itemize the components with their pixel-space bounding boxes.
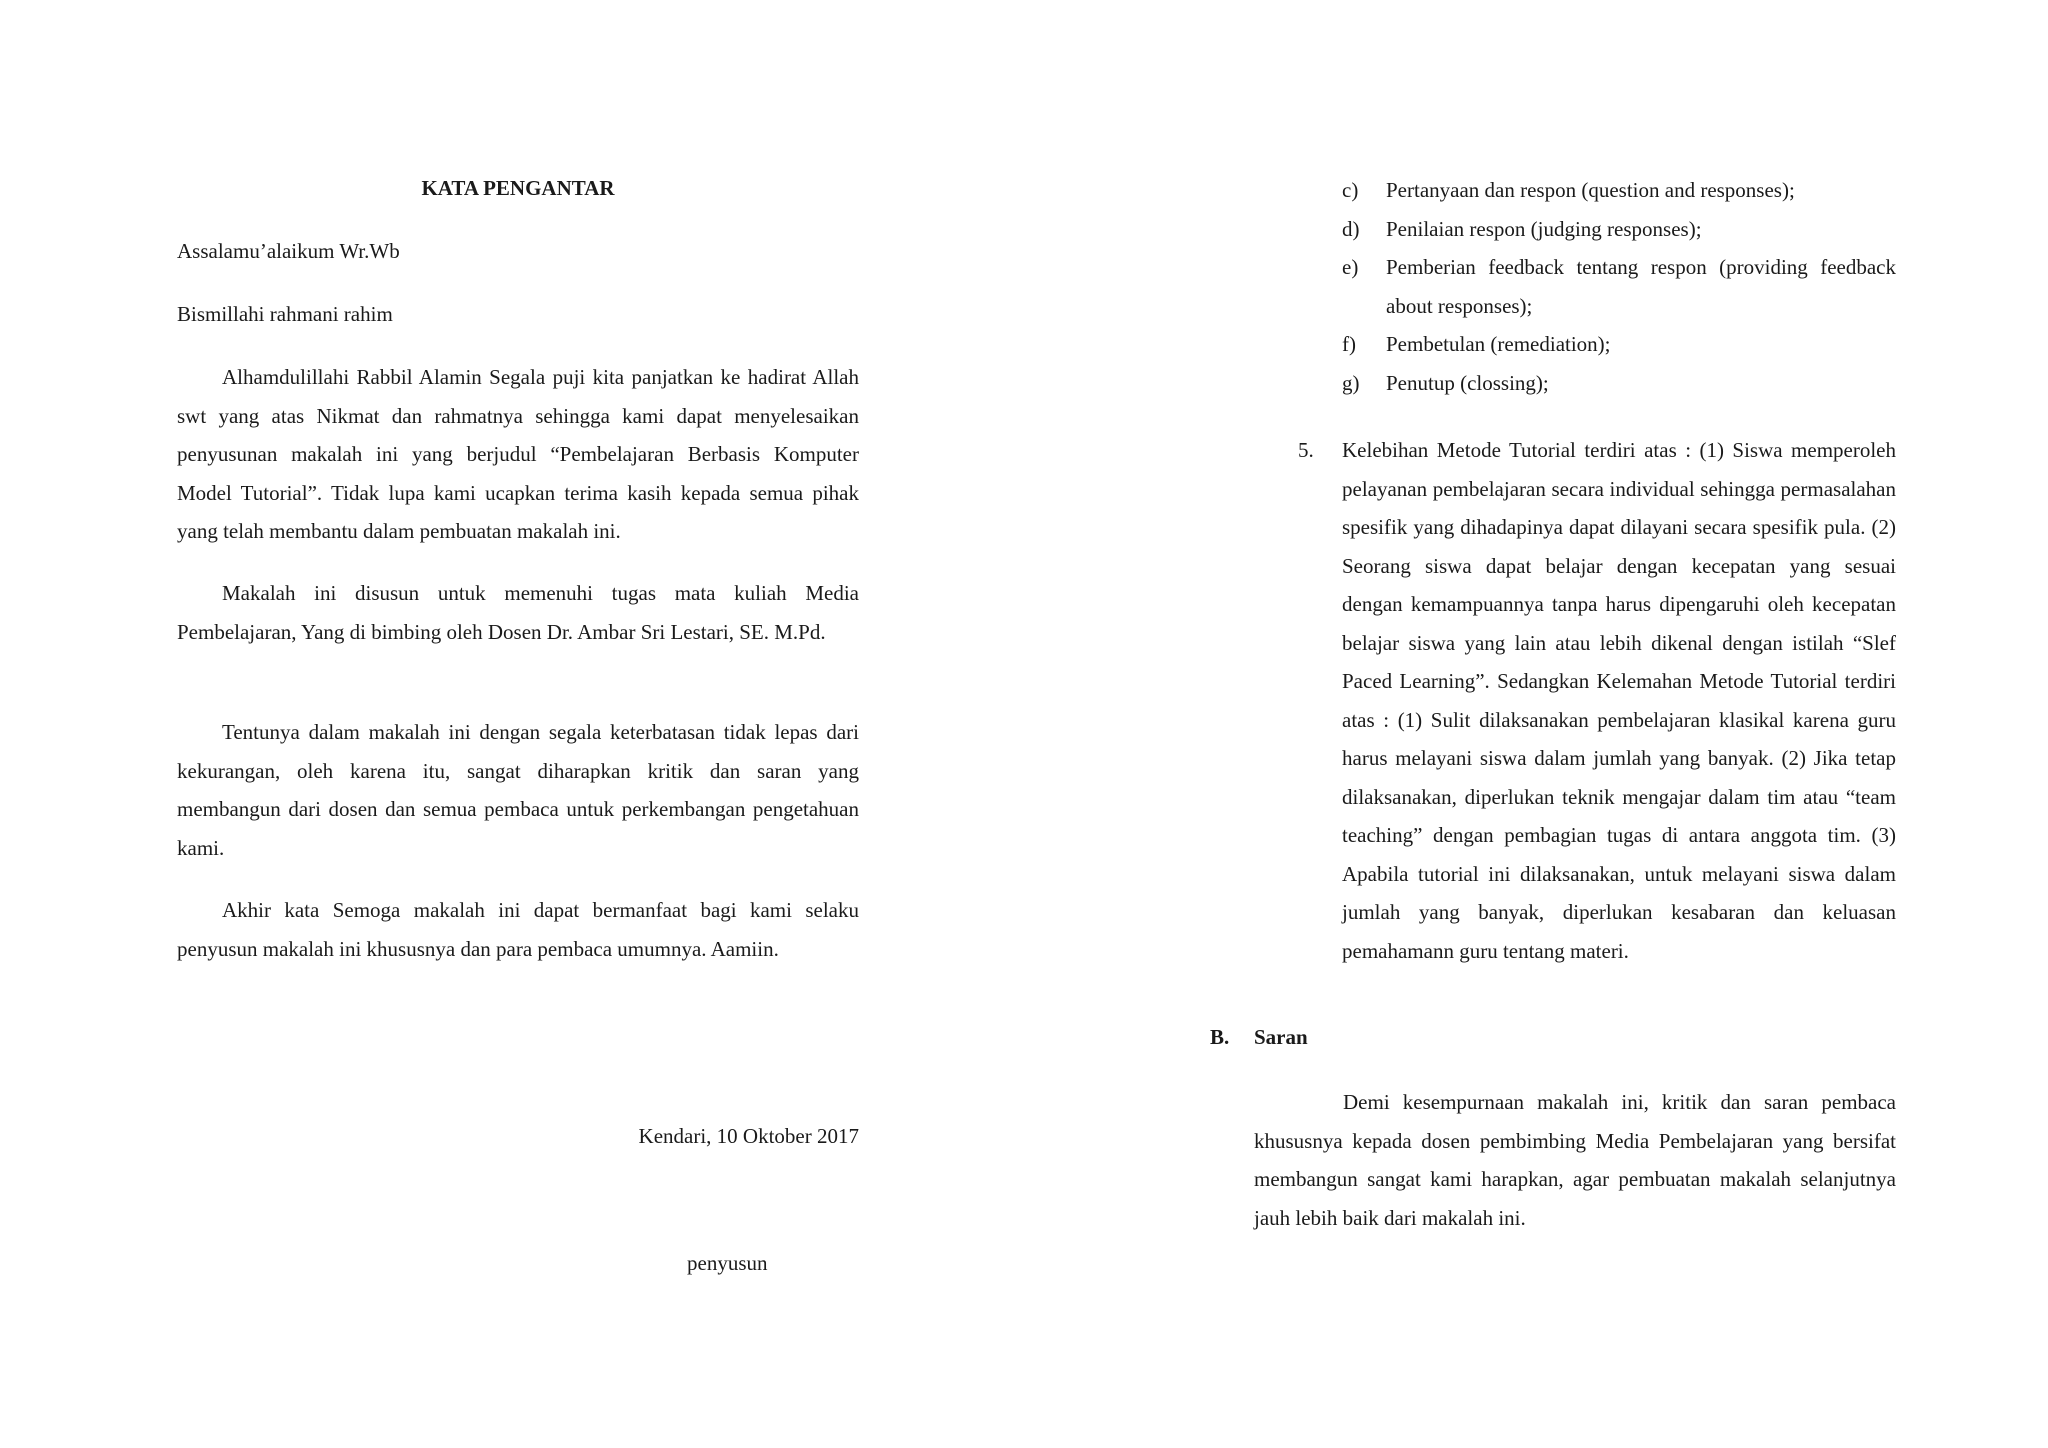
list-item [1342, 325, 1896, 364]
numbered-item-marker: 5. [1298, 438, 1314, 462]
list-item-marker: e) [1342, 255, 1359, 279]
section-letter: B. [1210, 1025, 1230, 1049]
list-item [1342, 171, 1896, 210]
paragraph-opening: Alhamdulillahi Rabbil Alamin Segala puji kita panjatkan ke hadirat Allah swt yang atas Nikmat dan rahmatnya sehingga kami dapat menyelesaikan penyusunan makalah ini yang berjudul “Pembelajaran Berbasis Komputer Model Tutorial”. Tidak lupa kami ucapkan terima kasih kepada semua pihak yang telah membantu dalam pembuatan makalah ini. [177, 365, 859, 543]
list-item [1342, 364, 1896, 403]
list-item [1342, 248, 1896, 325]
page-title: KATA PENGANTAR [421, 176, 615, 200]
list-item [1342, 210, 1896, 249]
list-item-marker: c) [1342, 178, 1359, 202]
list-item-text: Pertanyaan dan respon (question and responses); [1386, 178, 1795, 202]
basmalah: Bismillahi rahmani rahim [177, 302, 393, 326]
list-item-text: Pembetulan (remediation); [1386, 332, 1611, 356]
place-date: Kendari, 10 Oktober 2017 [638, 1124, 859, 1148]
list-item-text: Pemberian feedback tentang respon (providing feedback about responses); [1386, 255, 1896, 318]
numbered-item-text: Kelebihan Metode Tutorial terdiri atas : (1) Siswa memperoleh pelayanan pembelajaran secara individual sehingga permasalahan spesifik yang dihadapinya dapat dilayani secara spesifik pula. (2) Seorang siswa dapat belajar dengan kecepatan yang sesuai dengan kemampuannya tanpa harus dipengaruhi oleh kecepatan belajar siswa yang lain atau lebih dikenal dengan istilah “Slef Paced Learning”. Sedangkan Kelemahan Metode Tutorial terdiri atas : (1) Sulit dilaksanakan pembelajaran klasikal karena guru harus melayani siswa dalam jumlah yang banyak. (2) Jika tetap dilaksanakan, diperlukan teknik mengajar dalam tim atau “team teaching” dengan pembagian tugas di antara anggota tim. (3) Apabila tutorial ini dilaksanakan, untuk melayani siswa dalam jumlah yang banyak, diperlukan kesabaran dan keluasan pemahamann guru tentang materi. [1342, 438, 1896, 963]
numbered-item [1298, 431, 1896, 970]
signature-label: penyusun [687, 1251, 768, 1275]
paragraph-purpose: Makalah ini disusun untuk memenuhi tugas mata kuliah Media Pembelajaran, Yang di bimbing oleh Dosen Dr. Ambar Sri Lestari, SE. M.Pd. [177, 581, 859, 644]
section-title: Saran [1254, 1025, 1308, 1049]
list-item-marker: d) [1342, 216, 1360, 241]
paragraph-closing: Akhir kata Semoga makalah ini dapat bermanfaat bagi kami selaku penyusun makalah ini khususnya dan para pembaca umumnya. Aamiin. [177, 898, 859, 961]
greeting: Assalamu’alaikum Wr.Wb [177, 239, 400, 263]
list-item-marker: g) [1342, 370, 1360, 395]
saran-paragraph: Demi kesempurnaan makalah ini, kritik dan saran pembaca khususnya kepada dosen pembimbing Media Pembelajaran yang bersifat membangun sangat kami harapkan, agar pembuatan makalah selanjutnya jauh lebih baik dari makalah ini. [1254, 1090, 1896, 1230]
list-item-text: Penutup (clossing); [1386, 370, 1549, 395]
list-item-marker: f) [1342, 332, 1356, 356]
list-item-text: Penilaian respon (judging responses); [1386, 216, 1702, 241]
paragraph-limitations: Tentunya dalam makalah ini dengan segala keterbatasan tidak lepas dari kekurangan, oleh karena itu, sangat diharapkan kritik dan saran yang membangun dari dosen dan semua pembaca untuk perkembangan pengetahuan kami. [177, 720, 859, 860]
